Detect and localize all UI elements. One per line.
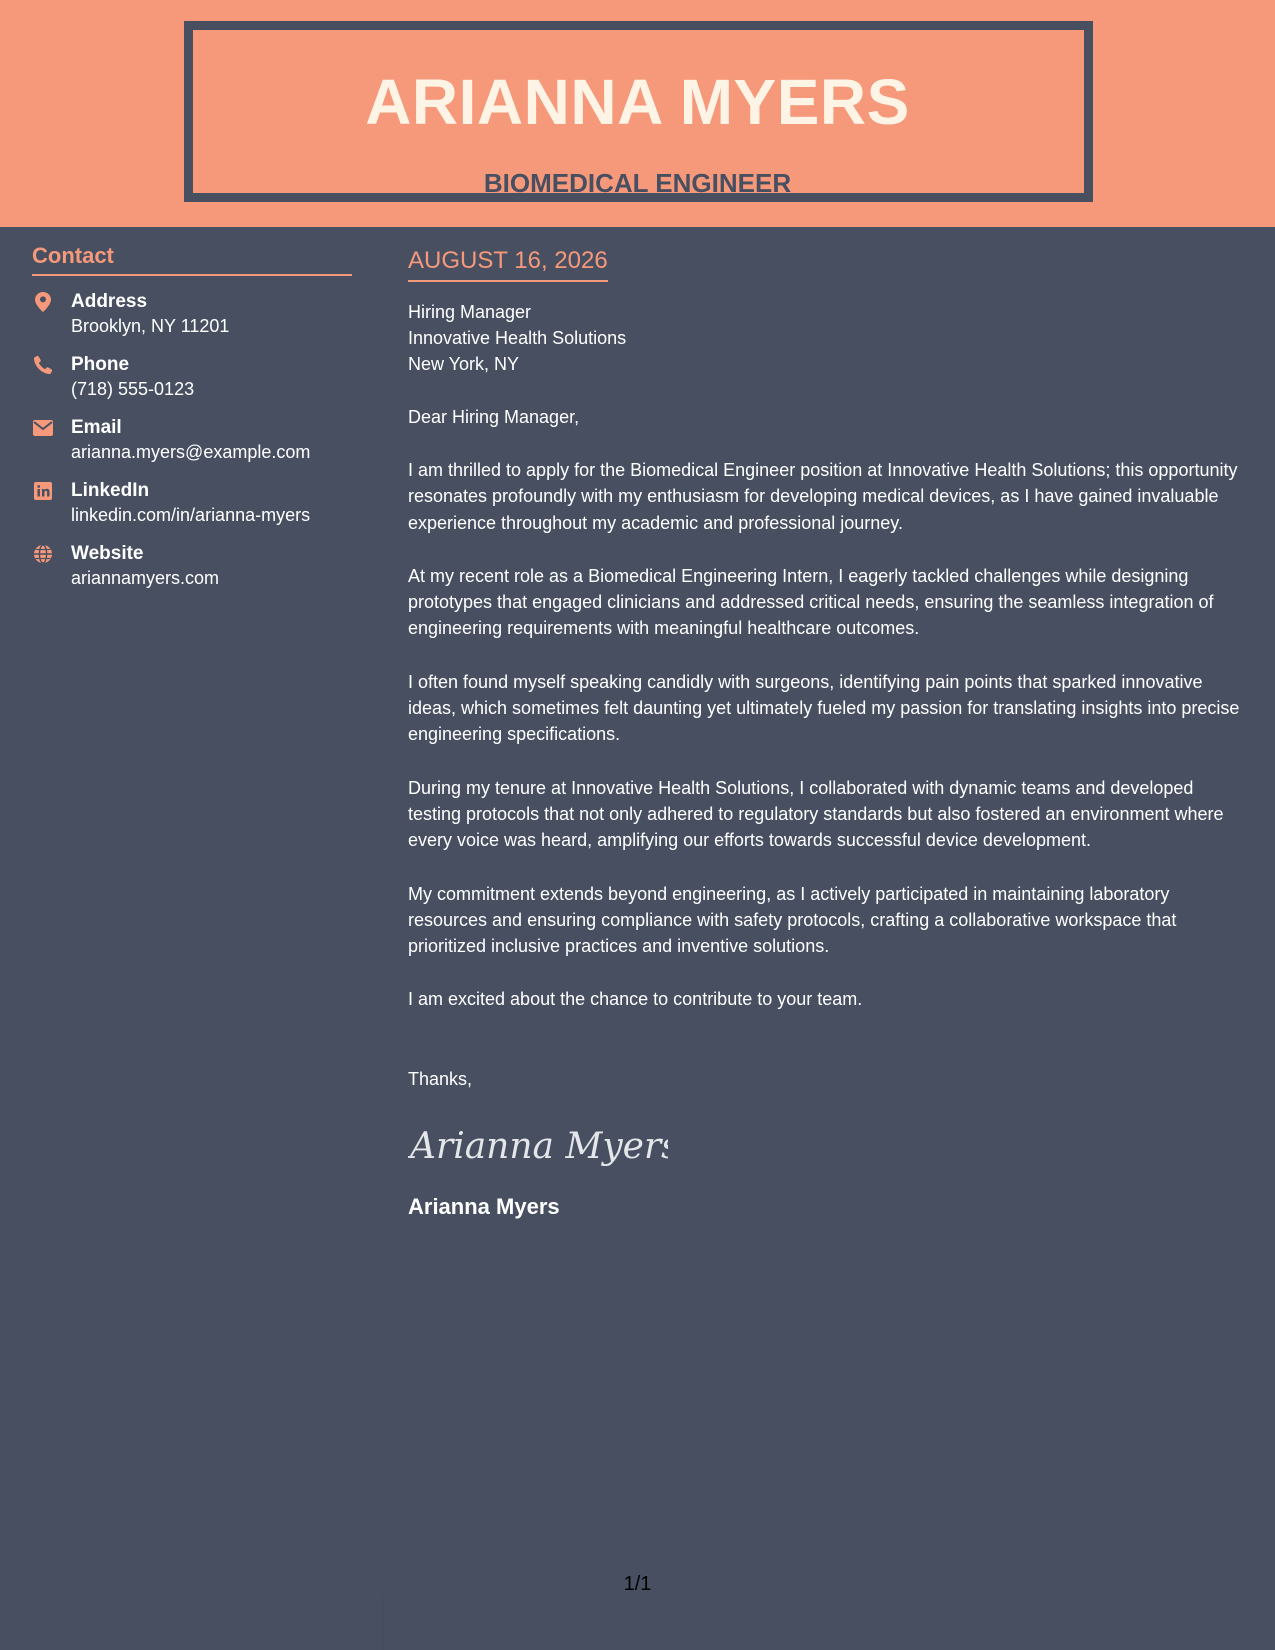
page-number: 1/1 xyxy=(623,1573,652,1595)
job-title: BIOMEDICAL ENGINEER xyxy=(483,168,792,198)
contact-item-phone xyxy=(32,352,352,404)
closing: Thanks, xyxy=(408,1068,473,1089)
contact-heading: Contact xyxy=(32,240,352,276)
contact-label: Website xyxy=(71,543,144,564)
body-paragraph: During my tenure at Innovative Health Solutions, I collaborated with dynamic teams and developed testing protocols that not only adhered to regulatory standards but also fostered an environment where every voice was heard, amplifying our efforts towards successful device development. xyxy=(408,777,1224,851)
globe-icon xyxy=(32,543,54,565)
body-paragraph: I am thrilled to apply for the Biomedical Engineer position at Innovative Health Solutions; this opportunity resonates profoundly with my enthusiasm for developing medical devices, as I have gained invaluable experience throughout my academic and professional journey. xyxy=(408,460,1238,533)
letter-body xyxy=(408,244,1248,1222)
linkedin-icon xyxy=(32,480,54,502)
body-paragraph: At my recent role as a Biomedical Engineering Intern, I eagerly tackled challenges while designing prototypes that engaged clinicians and addressed critical needs, ensuring the seamless integration of engineering requirements with meaningful healthcare outcomes. xyxy=(408,565,1214,639)
contact-item-linkedin xyxy=(32,478,352,530)
contact-label: Address xyxy=(71,291,148,312)
body-paragraph: My commitment extends beyond engineering, as I actively participated in maintaining laboratory resources and ensuring compliance with safety protocols, crafting a collaborative workspace that prioritized inclusive practices and inventive solutions. xyxy=(408,883,1177,957)
body-paragraph: I am excited about the chance to contribute to your team. xyxy=(408,989,863,1010)
handwritten-signature xyxy=(408,1116,1248,1172)
recipient-line: Innovative Health Solutions xyxy=(408,328,627,348)
contact-sidebar xyxy=(32,240,352,593)
letter-date: AUGUST 16, 2026 xyxy=(408,244,608,282)
signer-name: Arianna Myers xyxy=(408,1193,560,1219)
candidate-name: ARIANNA MYERS xyxy=(365,66,910,138)
contact-item-email xyxy=(32,415,352,467)
body-paragraph: I often found myself speaking candidly with surgeons, identifying pain points that sparked innovative ideas, which sometimes felt daunting yet ultimately fueled my passion for translating insights into precise engineering specifications. xyxy=(408,671,1240,745)
recipient-line: New York, NY xyxy=(408,354,520,374)
phone-value: (718) 555-0123 xyxy=(71,379,195,399)
salutation: Dear Hiring Manager, xyxy=(408,407,580,427)
recipient-block xyxy=(408,299,1248,377)
contact-item-website xyxy=(32,541,352,593)
contact-item-address xyxy=(32,289,352,341)
phone-icon xyxy=(32,354,54,376)
contact-label: LinkedIn xyxy=(71,480,150,501)
header-banner xyxy=(0,0,1275,227)
contact-label: Phone xyxy=(71,354,130,375)
column-divider xyxy=(382,1596,383,1650)
website-value: ariannamyers.com xyxy=(71,568,220,588)
contact-label: Email xyxy=(71,417,122,438)
email-value: arianna.myers@example.com xyxy=(71,442,311,462)
linkedin-value: linkedin.com/in/arianna-myers xyxy=(71,505,311,525)
signature-text: Arianna Myers xyxy=(410,1125,668,1167)
address-value: Brooklyn, NY 11201 xyxy=(71,316,230,336)
recipient-line: Hiring Manager xyxy=(408,302,532,322)
map-pin-icon xyxy=(32,291,54,313)
envelope-icon xyxy=(32,417,54,439)
